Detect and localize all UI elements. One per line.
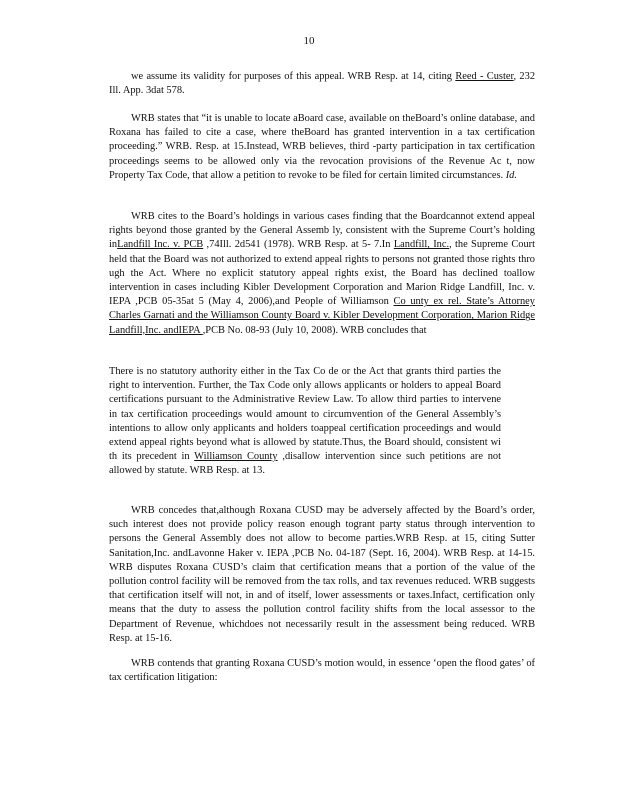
paragraph-continuation [109,70,535,98]
paragraph-wrb-contends [109,657,535,685]
text-run: ,74Ill. 2d541 (1978). WRB Resp. at 5- 7.In [203,239,394,251]
text-run: , 232 Ill. App. 3dat 578. [109,71,536,97]
text-run: WRB contends that granting Roxana CUSD’s motion would, in essence ‘open the flood gates’ of tax certification litigation: [109,658,535,684]
case-citation: Reed - Custer [455,71,514,82]
text-run: ,disallow intervention since such petitions are not allowed by statute. WRB Resp. at 13. [109,451,501,477]
block-quote [109,365,501,479]
page-number: 10 [303,35,315,47]
text-run: There is no statutory authority either in the Tax Co de or the Act that grants third parties the right to intervention. Further, the Tax Code only allows applicants or holders to appeal Board certifications pursuant to the Administrative Review Law. To allow third parties to intervene in tax certification proceedings would amount to circumvention of the General Assembly’s intentions to allow only applicants and holders toappeal certification proceedings and would extend appeal rights beyond what is allowed by statute.Thus, the Board should, consistent wi th its precedent in [109,366,501,463]
case-citation: Landfill Inc. v. PCB [117,239,204,251]
text-run: we assume its validity for purposes of this appeal. WRB Resp. at 14, citing [131,71,456,82]
text-run: ,PCB No. 08-93 (July 10, 2008). WRB concludes that [202,324,427,336]
paragraph-wrb-cites [109,210,535,338]
paragraph-wrb-states [109,112,535,183]
text-run: WRB states that “it is unable to locate aBoard case, available on theBoard’s online database, and Roxana has failed to cite a case, where theBoard has granted intervention in a tax certification proceeding.” WRB. Resp. at 15.Instead, WRB believes, third -party participation in tax certification proceedings seems to be allowed only via the revocation provisions of the Revenue Ac t, now Property Tax Code, that allow a petition to revoke to be filed for certain limited circumstances. [109,113,535,181]
text-run: , the Supreme Court held that the Board was not authorized to extend appeal rights to persons not granted those rights thro ugh the Act. Where no explicit statutory appeal rights exist, the Board has declined toallow intervention in cases including Kibler Development Corporation and Marion Ridge Landfill, Inc. v. IEPA ,PCB 05-35at 5 (May 4, 2006),and People of Williamson [109,239,536,308]
case-citation: Co unty ex rel. State’s Attorney Charles Garnati and the Williamson County Board v. Kibler Development Corporation, Marion Ridge Landfill,Inc. andIEPA [109,296,535,336]
text-run: WRB cites to the Board’s holdings in various cases finding that the Boardcannot extend appeal rights beyond those granted by the General Assemb ly, consistent with the Supreme Court’s holding in [109,211,535,251]
text-run: WRB concedes that,although Roxana CUSD may be adversely affected by the Board’s order, such interest does not provide policy reason enough togrant party status through intervention to persons the General Assembly does not allow to become parties.WRB Resp. at 15, citing Sutter Sanitation,Inc. andLavonne Haker v. IEPA ,PCB No. 04-187 (Sept. 16, 2004). WRB Resp. at 14-15. WRB disputes Roxana CUSD’s claim that certification means that a portion of the value of the pollution control facility will be removed from the tax rolls, and tax revenues reduced. WRB suggests that certification itself will not, in and of itself, lower assessments or taxes.Infact, certification only means that the duty to assess the pollution control facility shifts from the local assessor to the Department of Revenue, whichdoes not necessarily result in the assessment being reduced. WRB Resp. at 15-16. [109,505,535,644]
id-citation: Id. [505,169,517,181]
case-citation: Williamson County [194,451,278,463]
paragraph-wrb-concedes [109,504,535,646]
case-citation: Landfill, Inc. [393,239,450,251]
